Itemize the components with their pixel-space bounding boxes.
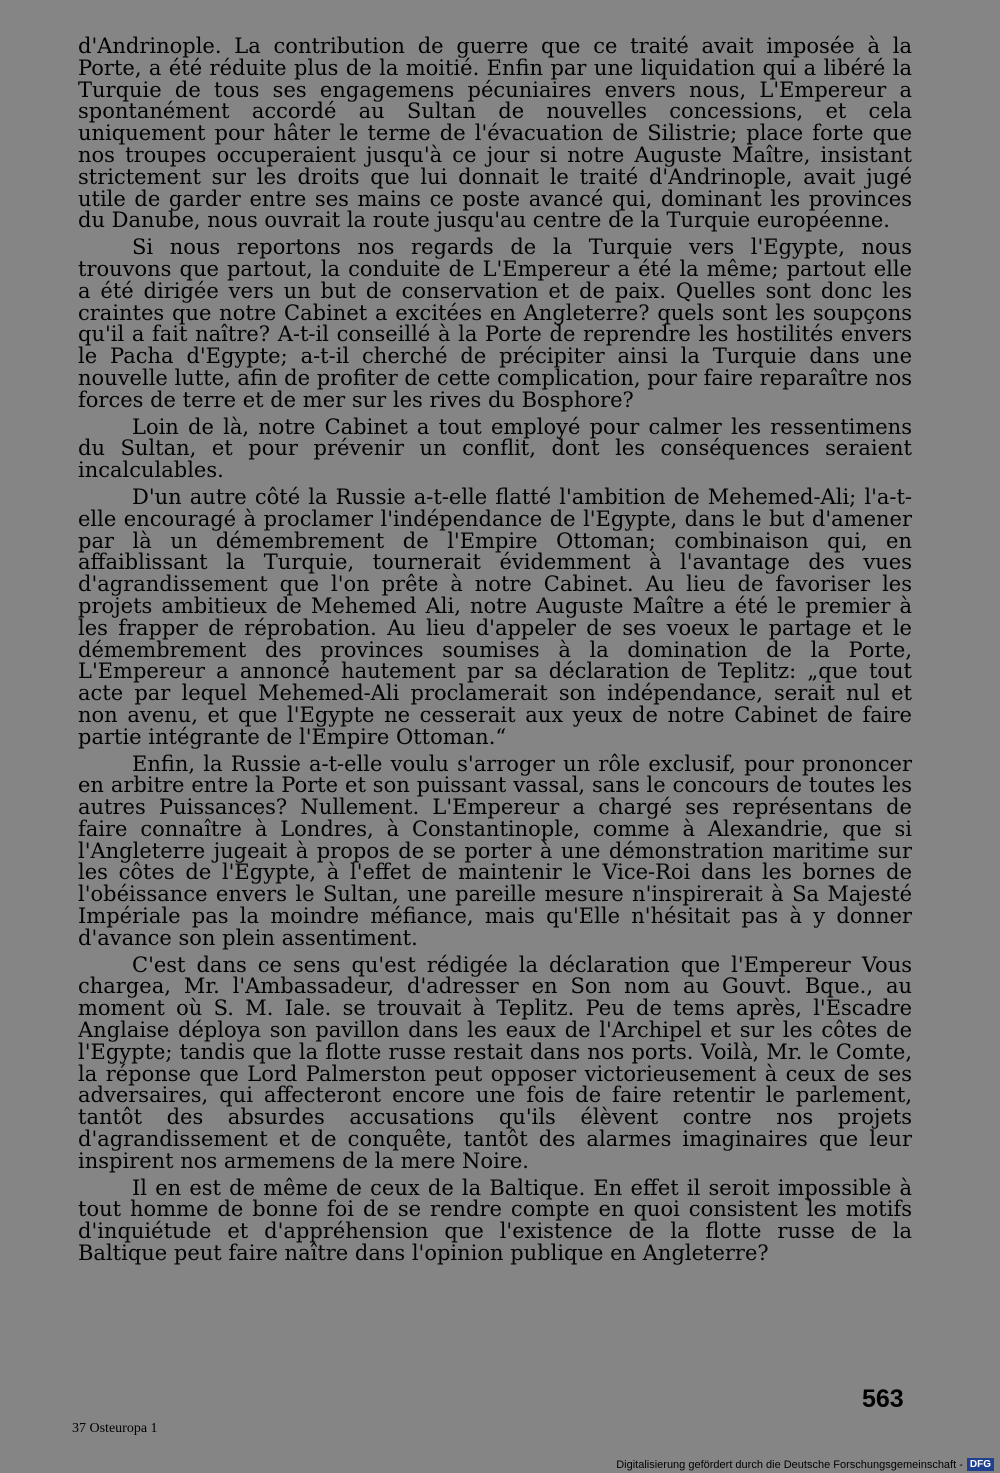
paragraph: Si nous reportons nos regards de la Turquie vers l'Egypte, nous trouvons que partout, la conduite de L'Empereur a été la même; partout elle a été dirigée vers un but de conservation et de paix. Quelles sont donc les craintes que notre Cabinet a excitées en Angleterre? quels sont les soupçons qu'il a fait naître? A-t-il conseillé à la Porte de reprendre les hostilités envers le Pacha d'Egypte; a-t-il cherché de précipiter ainsi la Turquie dans une nouvelle lutte, afin de profiter de cette complication, pour faire reparaître nos forces de terre et de mer sur les rives du Bosphore? [78, 235, 912, 412]
footer-credit-text: Digitalisierung gefördert durch die Deutsche Forschungsgemeinschaft - [616, 1458, 963, 1471]
signature-mark: 37 Osteuropa 1 [72, 1421, 158, 1436]
page-body-text [78, 36, 912, 1270]
paragraph: Loin de là, notre Cabinet a tout employé pour calmer les ressentimens du Sultan, et pour prévenir un conflit, dont les conséquences seraient incalculables. [78, 414, 912, 483]
digitization-footer [596, 1456, 1000, 1473]
paragraph: C'est dans ce sens qu'est rédigée la déclaration que l'Empereur Vous chargea, Mr. l'Ambassadeur, d'adresser en Son nom au Gouvt. Bque., au moment où S. M. Iale. se trouvait à Teplitz. Peu de tems après, l'Escadre Anglaise déploya son pavillon dans les eaux de l'Archipel et sur les côtes de l'Egypte; tandis que la flotte russe restait dans nos ports. Voilà, Mr. le Comte, la réponse que Lord Palmerston peut opposer victorieusement à ceux de ses adversaires, qui affecteront encore une fois de faire retentir le parlement, tantôt des absurdes accusations qu'ils élèvent contre nos projets d'agrandissement et de conquête, tantôt des alarmes imaginaires que leur inspirent nos armemens de la mere Noire. [78, 952, 912, 1173]
page-number: 563 [862, 1385, 904, 1413]
dfg-logo: DFG [967, 1458, 994, 1471]
paragraph: D'un autre côté la Russie a-t-elle flatté l'ambition de Mehemed-Ali; l'a-t-elle encouragé à proclamer l'indépendance de l'Egypte, dans le but d'amener par là un démembrement de l'Empire Ottoman; combinaison qui, en affaiblissant la Turquie, tournerait évidemment à l'avantage des vues d'agrandissement que l'on prête à notre Cabinet. Au lieu de favoriser les projets ambitieux de Mehemed Ali, notre Auguste Maître a été le premier à les frapper de réprobation. Au lieu d'appeler de ses voeux le partage et le démembrement des provinces soumises à la domination de la Porte, L'Empereur a annoncé hautement par sa déclaration de Teplitz: „que tout acte par lequel Mehemed-Ali proclamerait son indépendance, serait nul et non avenu, et que l'Egypte ne cesserait aux yeux de notre Cabinet de faire partie intégrante de l'Empire Ottoman.“ [78, 484, 912, 749]
paragraph: d'Andrinople. La contribution de guerre que ce traité avait imposée à la Porte, a été réduite plus de la moitié. Enfin par une liquidation qui a libéré la Turquie de tous ses engagemens pécuniaires envers nous, L'Empereur a spontanément accordé au Sultan de nouvelles concessions, et cela uniquement pour hâter le terme de l'évacuation de Silistrie; place forte que nos troupes occuperaient jusqu'à ce jour si notre Auguste Maître, insistant strictement sur les droits que lui donnait le traité d'Andrinople, avait jugé utile de garder entre ses mains ce poste avancé qui, dominant les provinces du Danube, nous ouvrait la route jusqu'au centre de la Turquie européenne. [78, 34, 912, 233]
paragraph: Il en est de même de ceux de la Baltique. En effet il seroit impossible à tout homme de bonne foi de se rendre compte en quoi consistent les motifs d'inquiétude et d'appréhension que l'existence de la flotte russe de la Baltique peut faire naître dans l'opinion publique en Angleterre? [78, 1175, 912, 1266]
paragraph: Enfin, la Russie a-t-elle voulu s'arroger un rôle exclusif, pour prononcer en arbitre entre la Porte et son puissant vassal, sans le concours de toutes les autres Puissances? Nullement. L'Empereur a chargé ses représentans de faire connaître à Londres, à Constantinople, comme à Alexandrie, que si l'Angleterre jugeait à propos de se porter à une démonstration maritime sur les côtes de l'Egypte, à l'effet de maintenir le Vice-Roi dans les bornes de l'obéissance envers le Sultan, une pareille mesure n'inspirerait à Sa Majesté Impériale pas la moindre méfiance, mais qu'Elle n'hésitait pas à y donner d'avance son plein assentiment. [78, 751, 912, 950]
